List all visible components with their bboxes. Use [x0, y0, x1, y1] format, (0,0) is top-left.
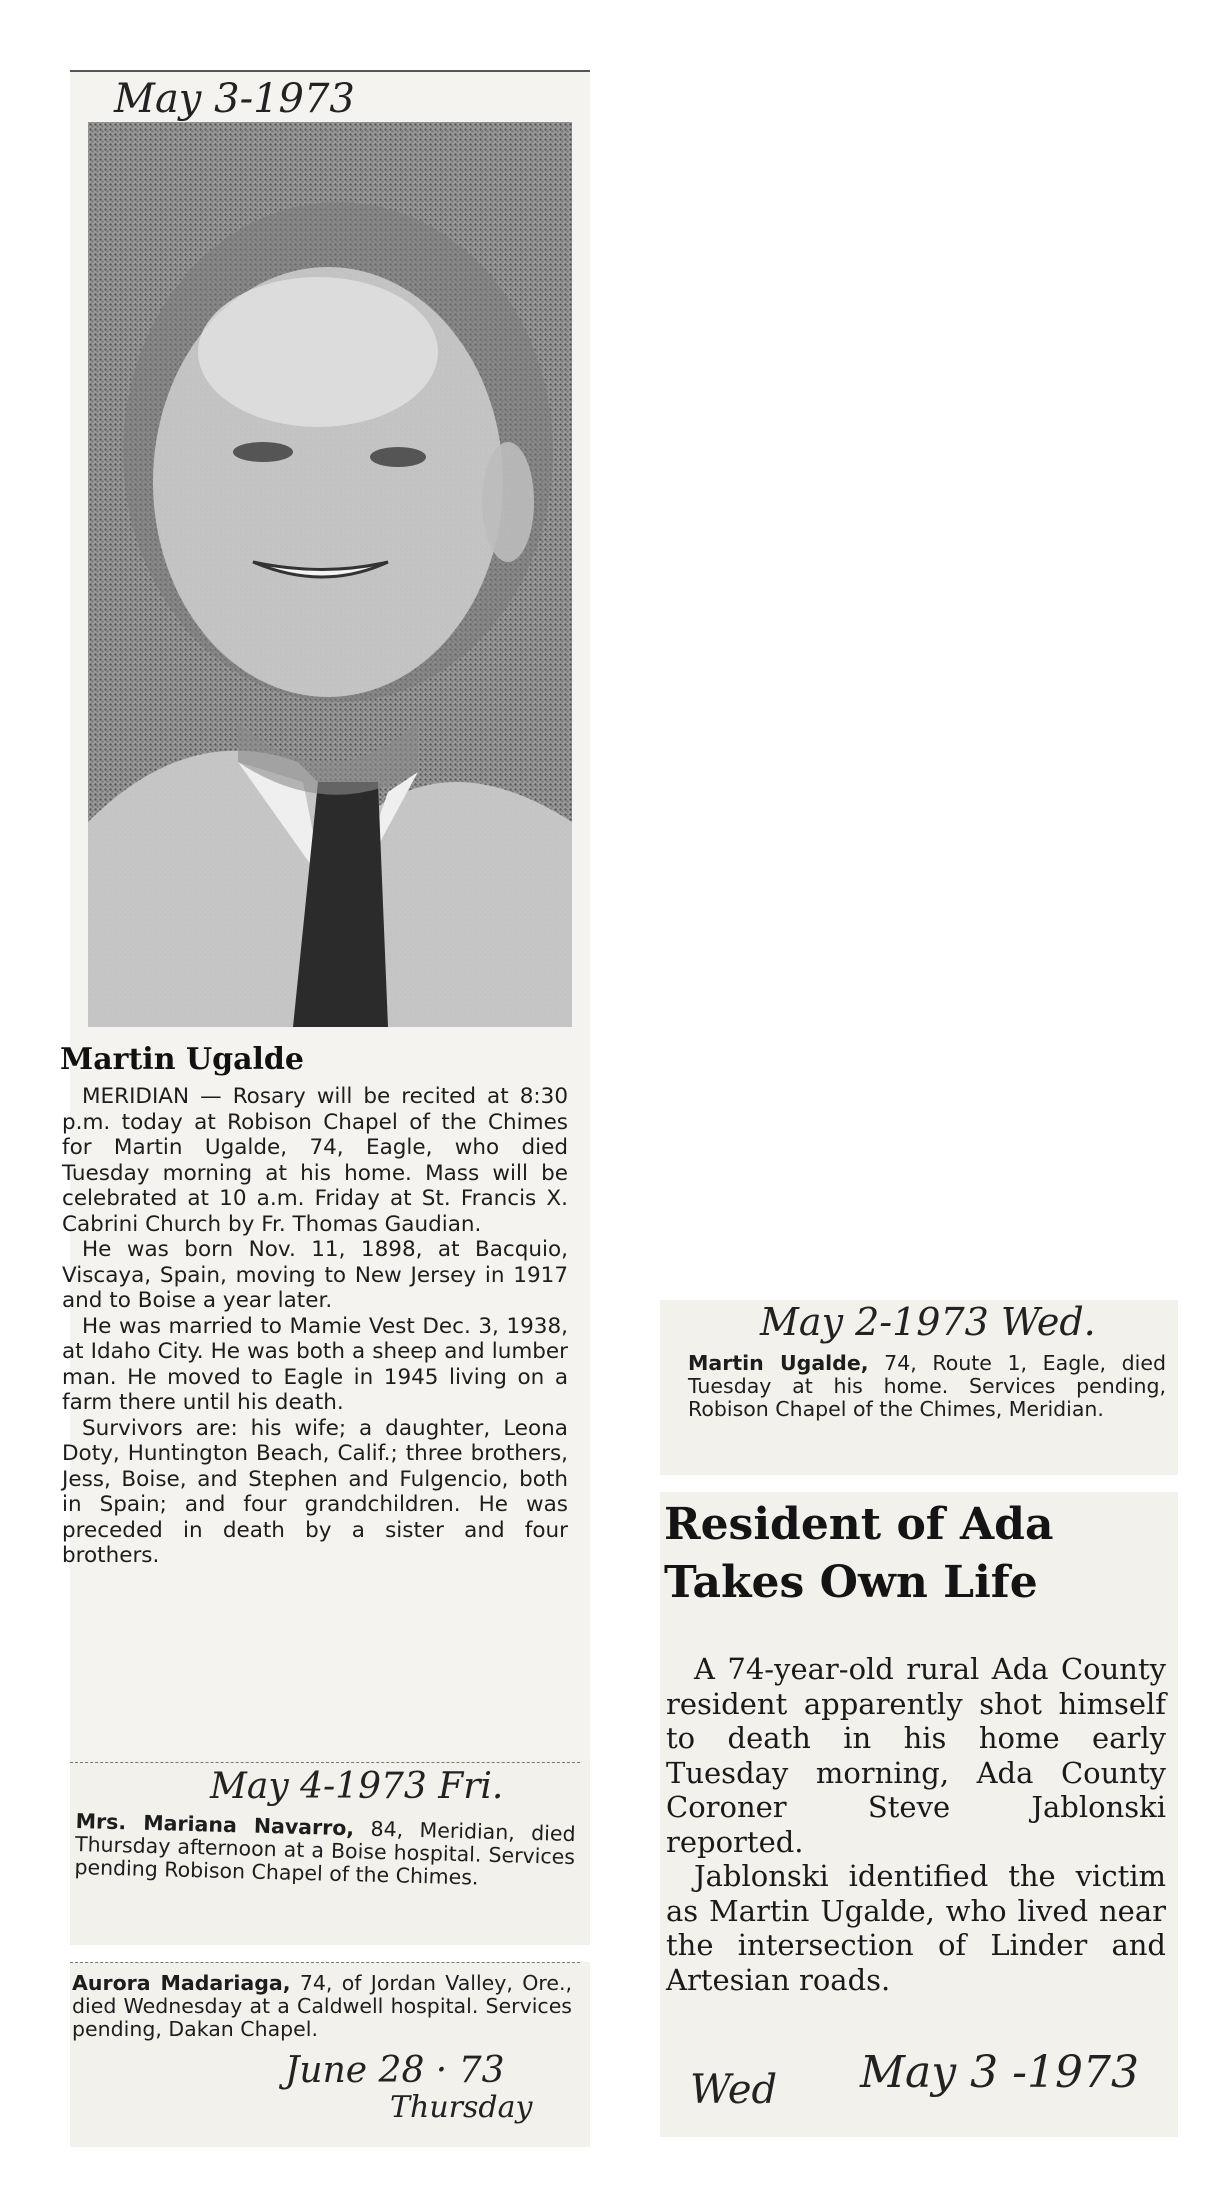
notice-text	[688, 1352, 1166, 1421]
headline-line: Takes Own Life	[664, 1557, 1038, 1608]
death-notice-ugalde-short	[660, 1300, 1178, 1475]
handwritten-date: May 4-1973 Fri.	[210, 1766, 504, 1807]
obituary-paragraph: MERIDIAN — Rosary will be recited at 8:30 p.m. today at Robison Chapel of the Chimes for Martin Ugalde, 74, Eagle, who died Tuesday morning at his home. Mass will be celebrated at 10 a.m. Friday at St. Francis X. Cabrini Church by Fr. Thomas Gaudian.	[62, 1084, 568, 1237]
notice-body: 74, Route 1, Eagle, died Tuesday at his home. Services pending, Robison Chapel of the Chimes, Meridian.	[688, 1351, 1166, 1421]
notice-body: 84, Meridian, died Thursday afternoon at a Boise hospital. Services pending Robison Chapel of the Chimes.	[74, 1816, 576, 1890]
story-body	[666, 1652, 1166, 1997]
handwritten-day: Thursday	[390, 2090, 533, 2125]
obituary-name-heading: Martin Ugalde	[60, 1042, 304, 1077]
notice-name: Aurora Madariaga,	[72, 1971, 291, 1995]
headline-line: Resident of Ada	[664, 1499, 1054, 1550]
story-paragraph: Jablonski identified the victim as Martin Ugalde, who lived near the intersection of Linder and Artesian roads.	[666, 1859, 1166, 1997]
story-headline	[664, 1496, 1174, 1612]
death-notice-navarro	[70, 1760, 590, 1945]
handwritten-date: May 2-1973 Wed.	[760, 1300, 1096, 1344]
obituary-clipping-martin-ugalde	[60, 70, 590, 1762]
obituary-text	[62, 1084, 568, 1569]
handwritten-date: May 3 -1973	[860, 2047, 1139, 2098]
obituary-paragraph: He was married to Mamie Vest Dec. 3, 1938, at Idaho City. He was both a sheep and lumber man. He moved to Eagle in 1945 living on a farm there until his death.	[62, 1313, 568, 1415]
handwritten-day: Wed	[690, 2067, 778, 2113]
obituary-paragraph: Survivors are: his wife; a daughter, Leona Doty, Huntington Beach, Calif.; three brothers, Jess, Boise, and Stephen and Fulgencio, both in Spain; and four grandchildren. He was preceded in death by a sister and four brothers.	[62, 1415, 568, 1568]
death-notice-madariaga	[70, 1962, 590, 2147]
handwritten-date: May 3-1973	[114, 76, 355, 122]
portrait-photo	[88, 122, 572, 1027]
obituary-paragraph: He was born Nov. 11, 1898, at Bacquio, Viscaya, Spain, moving to New Jersey in 1917 and to Boise a year later.	[62, 1237, 568, 1313]
divider	[70, 1762, 580, 1763]
handwritten-date: June 28 · 73	[285, 2050, 505, 2091]
notice-body: 74, of Jordan Valley, Ore., died Wednesday at a Caldwell hospital. Services pending, Dakan Chapel.	[72, 1971, 572, 2041]
divider	[70, 1962, 580, 1963]
story-paragraph: A 74-year-old rural Ada County resident apparently shot himself to death in his home early Tuesday morning, Ada County Coroner Steve Jablonski reported.	[666, 1652, 1166, 1859]
notice-name: Martin Ugalde,	[688, 1351, 869, 1375]
notice-text	[72, 1972, 572, 2041]
news-story-clipping	[660, 1492, 1178, 2137]
notice-name: Mrs. Mariana Navarro,	[75, 1809, 355, 1841]
notice-text	[74, 1810, 576, 1892]
